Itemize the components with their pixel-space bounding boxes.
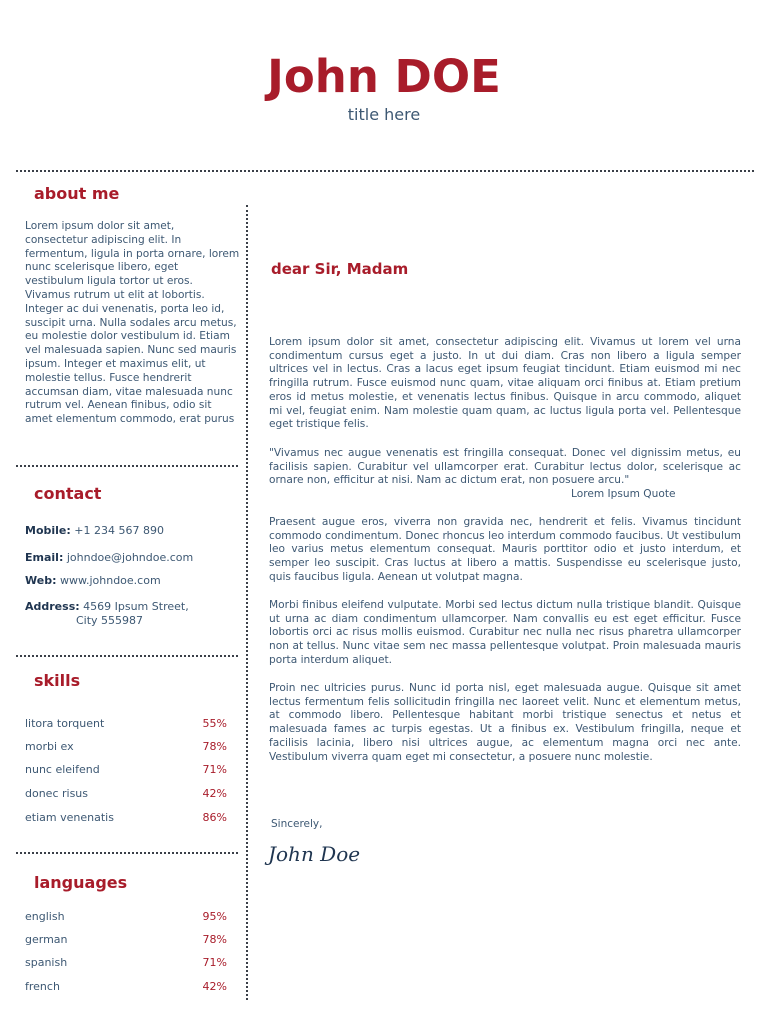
address-line2: City 555987 (76, 614, 144, 627)
candidate-name: John DOE (267, 50, 501, 103)
language-label: french (25, 980, 60, 993)
letter-closing: Sincerely, (271, 818, 323, 830)
web-label: Web: (25, 574, 57, 587)
email-value: johndoe@johndoe.com (66, 551, 194, 564)
skill-value: 71% (202, 763, 227, 776)
address-line1: 4569 Ipsum Street, (83, 600, 189, 613)
header (0, 50, 768, 126)
web-value: www.johndoe.com (59, 574, 161, 587)
contact-address (25, 600, 189, 614)
mobile-value: +1 234 567 890 (74, 524, 164, 537)
top-divider (16, 170, 754, 172)
skill-item (25, 717, 227, 730)
language-value: 78% (202, 933, 227, 946)
language-value: 95% (202, 910, 227, 923)
mobile-label: Mobile: (25, 524, 71, 537)
letter-quote: "Vivamus nec augue venenatis est fringilla consequat. Donec vel dignissim metus, eu facilisis sapien. Curabitur vel ullamcorper erat. Curabitur lectus dolor, scelerisque ac ornare non, efficitur at nisi. Nam ac dictum erat, non posuere arcu." (269, 447, 741, 487)
skill-item (25, 787, 227, 800)
address-label: Address: (25, 600, 80, 613)
language-value: 42% (202, 980, 227, 993)
skill-item (25, 763, 227, 776)
language-label: english (25, 910, 65, 923)
about-text: Lorem ipsum dolor sit amet, consectetur adipiscing elit. In fermentum, ligula in porta ornare, lorem nunc scelerisque libero, eget vestibulum ligula tortor ut eros. Vivamus rutrum ut elit at lobortis. Integer ac dui venenatis, porta leo id, suscipit urna. Nulla sodales arcu metus, eu molestie dolor vestibulum id. Etiam vel malesuada sapien. Nunc sed mauris ipsum. Integer et maximus elit, ut molestie tellus. Fusce hendrerit accumsan diam, vitae malesuada nunc rutrum vel. Aenean finibus, odio sit amet elementum commodo, erat purus (25, 220, 240, 426)
letter-paragraph: Proin nec ultricies purus. Nunc id porta nisl, eget malesuada augue. Quisque sit amet lectus fermentum felis sollicitudin fringilla nec laoreet velit. Nunc et elementum metus, at commodo libero. Pellentesque habitant morbi tristique senectus et netus et malesuada fames ac turpis egestas. Ut a finibus ex. Vestibulum fringilla, neque et facilisis lacinia, libero nisi ultrices augue, ac elementum magna orci nec ante. Vestibulum viverra quam eget mi consectetur, a posuere nunc molestie. (269, 682, 741, 763)
language-item (25, 933, 227, 946)
skill-label: donec risus (25, 787, 89, 800)
skill-label: etiam venenatis (25, 811, 114, 824)
contact-web (25, 574, 161, 588)
letter-paragraph: Praesent augue eros, viverra non gravida nec, hendrerit et felis. Vivamus tincidunt commodo condimentum. Donec rhoncus leo interdum commodo faucibus. Ut vestibulum leo varius metus elementum consequat. Mauris porttitor odio et justo interdum, et semper leo suscipit. Cras luctus at libero a mattis. Suspendisse eu scelerisque justo, quis faucibus ligula. Aenean ut volutpat magna. (269, 516, 741, 583)
language-label: spanish (25, 956, 68, 969)
skill-value: 42% (202, 787, 227, 800)
languages-heading: languages (34, 873, 128, 892)
signature: John Doe (268, 842, 361, 866)
language-label: german (25, 933, 68, 946)
skill-item (25, 811, 227, 824)
letter-paragraph: Morbi finibus eleifend vulputate. Morbi sed lectus dictum nulla tristique blandit. Quisque ut urna ac diam condimentum ullamcorper. Nam convallis eu est eget efficitur. Fusce lobortis orci ac risus mollis euismod. Curabitur nec nulla nec risus pharetra ullamcorper non at tellus. Nunc vitae sem nec massa pellentesque volutpat. Proin malesuada mauris porta interdum aliquet. (269, 599, 741, 666)
quote-author: Lorem Ipsum Quote (571, 488, 676, 500)
skills-divider (16, 852, 238, 854)
contact-email (25, 551, 193, 565)
contact-divider (16, 655, 238, 657)
candidate-title: title here (347, 105, 421, 124)
skills-heading: skills (34, 671, 81, 690)
skill-label: nunc eleifend (25, 763, 100, 776)
skill-item (25, 740, 227, 753)
about-divider (16, 465, 238, 467)
skill-value: 78% (202, 740, 227, 753)
contact-mobile (25, 524, 164, 538)
language-item (25, 956, 227, 969)
letter-paragraph: Lorem ipsum dolor sit amet, consectetur adipiscing elit. Vivamus ut lorem vel urna condimentum cursus eget a justo. In ut dui diam. Cras non libero a ligula semper ultrices vel in lectus. Cras a lacus eget ipsum feugiat tincidunt. Etiam euismod mi nec fringilla rutrum. Fusce euismod nunc quam, vitae aliquam orci finibus at. Etiam pretium eros id metus molestie, et venenatis lectus finibus. Quisque in arcu commodo, aliquet mi vel, feugiat enim. Nam molestie quam quam, ac luctus ligula porta vel. Pellentesque eget tristique felis. (269, 336, 741, 431)
vertical-divider (246, 205, 248, 1000)
skill-value: 55% (202, 717, 227, 730)
about-heading: about me (34, 184, 120, 203)
language-value: 71% (202, 956, 227, 969)
email-label: Email: (25, 551, 64, 564)
skill-value: 86% (202, 811, 227, 824)
contact-heading: contact (34, 484, 102, 503)
letter-greeting: dear Sir, Madam (271, 260, 409, 278)
skill-label: morbi ex (25, 740, 74, 753)
language-item (25, 910, 227, 923)
language-item (25, 980, 227, 993)
skill-label: litora torquent (25, 717, 105, 730)
